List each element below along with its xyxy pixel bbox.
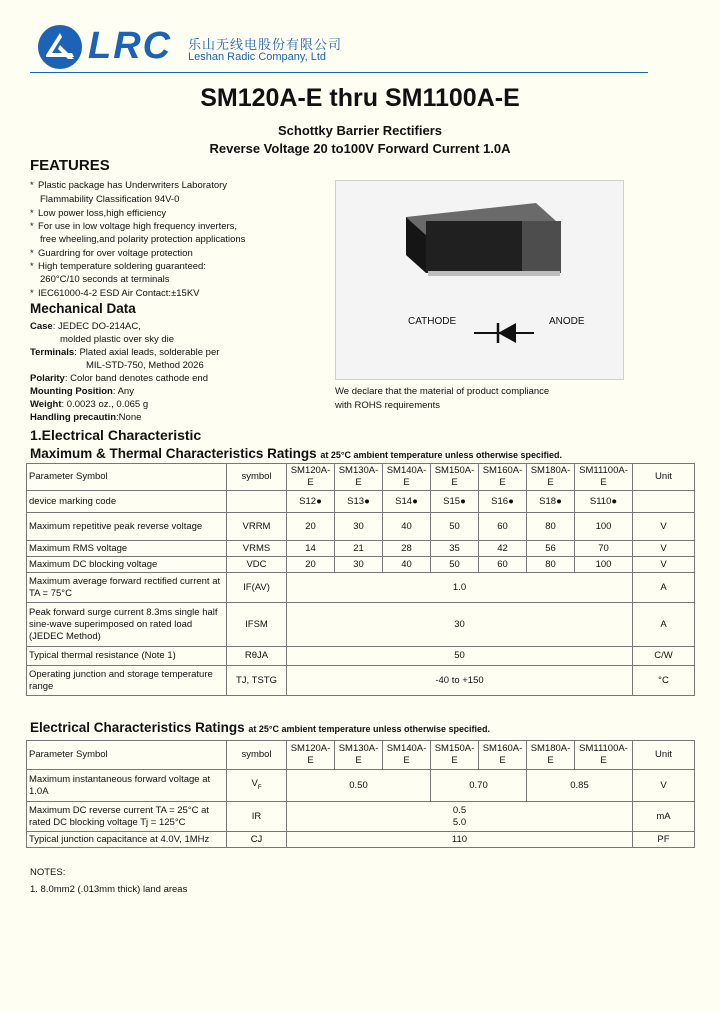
cell: 80: [527, 557, 575, 573]
header-param: Parameter Symbol: [27, 464, 227, 491]
mech-mounting: Mounting Position: Any: [30, 386, 134, 397]
marking-code: S14●: [383, 491, 431, 513]
header-part: SM120A-E: [287, 464, 335, 491]
header-part: SM180A-E: [527, 741, 575, 770]
cell: [633, 491, 695, 513]
cell: 0.85: [527, 770, 633, 802]
cell: 35: [431, 541, 479, 557]
cell: 30: [335, 557, 383, 573]
row-unit: V: [633, 557, 695, 573]
row-symbol: IFSM: [227, 603, 287, 647]
header-part: SM150A-E: [431, 464, 479, 491]
mech-case: Case: JEDEC DO-214AC,: [30, 321, 141, 332]
row-symbol: VRRM: [227, 513, 287, 541]
row-label: Typical junction capacitance at 4.0V, 1MHz: [27, 832, 227, 848]
feature-item: Flammability Classification 94V-0: [40, 194, 180, 205]
cell: 1.0: [287, 573, 633, 603]
product-image: [335, 180, 624, 380]
section-heading: 1.Electrical Characteristic: [30, 427, 202, 443]
header-part: SM140A-E: [383, 464, 431, 491]
cell: 100: [575, 557, 633, 573]
logo-text: LRC: [88, 25, 173, 67]
row-label: Typical thermal resistance (Note 1): [27, 647, 227, 666]
subtitle-ratings: Reverse Voltage 20 to100V Forward Current 1.0A: [209, 141, 511, 156]
cell: 50: [431, 513, 479, 541]
feature-item: * Low power loss,high efficiency: [30, 208, 167, 219]
row-symbol: VDC: [227, 557, 287, 573]
row-unit: C/W: [633, 647, 695, 666]
row-unit: mA: [633, 802, 695, 832]
row-symbol: $V_F$: [227, 770, 287, 802]
header-unit: Unit: [633, 464, 695, 491]
cell: 20: [287, 513, 335, 541]
feature-item: * Guardring for over voltage protection: [30, 248, 193, 259]
cell: 80: [527, 513, 575, 541]
marking-code: S12●: [287, 491, 335, 513]
row-unit: °C: [633, 666, 695, 696]
mech-handling: Handling precautin:None: [30, 412, 142, 423]
note-item: 1. 8.0mm2 (.013mm thick) land areas: [30, 884, 188, 895]
cell: 20: [287, 557, 335, 573]
header-part: SM140A-E: [383, 741, 431, 770]
cell: 56: [527, 541, 575, 557]
anode-label: ANODE: [549, 316, 585, 327]
feature-item: free wheeling,and polarity protection applications: [40, 234, 246, 245]
table-title: Maximum & Thermal Characteristics Ratings at 25°C ambient temperature unless otherwise specified.: [30, 446, 563, 461]
features-heading: FEATURES: [30, 157, 110, 174]
row-symbol: RθJA: [227, 647, 287, 666]
cell: 60: [479, 513, 527, 541]
row-symbol: VRMS: [227, 541, 287, 557]
cell: 42: [479, 541, 527, 557]
cell: -40 to +150: [287, 666, 633, 696]
table-title: Electrical Characteristics Ratings at 25°C ambient temperature unless otherwise specified.: [30, 720, 491, 735]
row-label: Maximum DC blocking voltage: [27, 557, 227, 573]
cell: 50: [287, 647, 633, 666]
header-symbol: symbol: [227, 464, 287, 491]
cell: 0.70: [431, 770, 527, 802]
cell: 40: [383, 557, 431, 573]
table-row: [27, 541, 695, 557]
company-name-cn: 乐山无线电股份有限公司: [188, 38, 343, 53]
row-label: Maximum instantaneous forward voltage at 1.0A: [27, 770, 227, 802]
row-unit: V: [633, 513, 695, 541]
company-name-en: Leshan Radic Company, Ltd: [188, 51, 326, 63]
cell: 0.50: [287, 770, 431, 802]
logo-icon: [38, 25, 82, 69]
row-symbol: IF(AV): [227, 573, 287, 603]
table-row: [27, 666, 695, 696]
feature-item: * For use in low voltage high frequency inverters,: [30, 221, 238, 232]
table-row: [27, 832, 695, 848]
row-label: Maximum RMS voltage: [27, 541, 227, 557]
declaration-line: We declare that the material of product compliance: [335, 386, 550, 397]
feature-item: * Plastic package has Underwriters Laboratory: [30, 180, 228, 191]
header-unit: Unit: [633, 741, 695, 770]
header-divider: [30, 72, 648, 73]
table-row: [27, 603, 695, 647]
row-label: Maximum DC reverse current TA = 25°C at rated DC blocking voltage Tj = 125°C: [27, 802, 227, 832]
header-param: Parameter Symbol: [27, 741, 227, 770]
marking-code: S13●: [335, 491, 383, 513]
table-row: [27, 491, 695, 513]
cell: 21: [335, 541, 383, 557]
cell: 0.5 5.0: [287, 802, 633, 832]
marking-code: S18●: [527, 491, 575, 513]
feature-item: 260°C/10 seconds at terminals: [40, 274, 170, 285]
electrical-table: [26, 740, 695, 848]
page-title: SM120A-E thru SM1100A-E: [200, 84, 520, 112]
cell: [227, 491, 287, 513]
mechanical-heading: Mechanical Data: [30, 301, 136, 316]
header-part: SM180A-E: [527, 464, 575, 491]
cell: 60: [479, 557, 527, 573]
table-row: [27, 770, 695, 802]
table-header-row: [27, 741, 695, 770]
row-label: Operating junction and storage temperature range: [27, 666, 227, 696]
row-unit: V: [633, 770, 695, 802]
max-ratings-table: [26, 463, 695, 696]
row-symbol: IR: [227, 802, 287, 832]
header-part: SM150A-E: [431, 741, 479, 770]
cell: 30: [335, 513, 383, 541]
cell: 100: [575, 513, 633, 541]
table-row: [27, 573, 695, 603]
row-unit: A: [633, 603, 695, 647]
cathode-label: CATHODE: [408, 316, 457, 327]
row-unit: A: [633, 573, 695, 603]
table-header-row: [27, 464, 695, 491]
row-unit: PF: [633, 832, 695, 848]
row-symbol: CJ: [227, 832, 287, 848]
header-part: SM11100A-E: [575, 741, 633, 770]
header-symbol: symbol: [227, 741, 287, 770]
feature-item: * IEC61000-4-2 ESD Air Contact:±15KV: [30, 288, 200, 299]
row-label: device marking code: [27, 491, 227, 513]
cell: 28: [383, 541, 431, 557]
header-part: SM130A-E: [335, 464, 383, 491]
cell: 110: [287, 832, 633, 848]
mech-case-detail: molded plastic over sky die: [60, 334, 175, 345]
header-part: SM160A-E: [479, 741, 527, 770]
header-part: SM120A-E: [287, 741, 335, 770]
table-row: [27, 802, 695, 832]
header-part: SM160A-E: [479, 464, 527, 491]
cell: 70: [575, 541, 633, 557]
marking-code: S110●: [575, 491, 633, 513]
notes-heading: NOTES:: [30, 867, 66, 878]
mech-weight: Weight: 0.0023 oz., 0.065 g: [30, 399, 149, 410]
table-row: [27, 513, 695, 541]
feature-item: * High temperature soldering guaranteed:: [30, 261, 206, 272]
marking-code: S16●: [479, 491, 527, 513]
row-label: Peak forward surge current 8.3ms single half sine-wave superimposed on rated load (JEDEC Method): [27, 603, 227, 647]
row-label: Maximum average forward rectified current at TA = 75°C: [27, 573, 227, 603]
row-label: Maximum repetitive peak reverse voltage: [27, 513, 227, 541]
mech-polarity: Polarity: Color band denotes cathode end: [30, 373, 208, 384]
header-part: SM130A-E: [335, 741, 383, 770]
row-symbol: TJ, TSTG: [227, 666, 287, 696]
cell: 30: [287, 603, 633, 647]
marking-code: S15●: [431, 491, 479, 513]
table-row: [27, 647, 695, 666]
header-part: SM11100A-E: [575, 464, 633, 491]
cell: 40: [383, 513, 431, 541]
declaration-line: with ROHS requirements: [335, 400, 441, 411]
subtitle-type: Schottky Barrier Rectifiers: [277, 123, 442, 138]
cell: 14: [287, 541, 335, 557]
table-row: [27, 557, 695, 573]
row-unit: V: [633, 541, 695, 557]
cell: 50: [431, 557, 479, 573]
mech-terminals-detail: MIL-STD-750, Method 2026: [86, 360, 204, 371]
mech-terminals: Terminals: Plated axial leads, solderable per: [30, 347, 220, 358]
